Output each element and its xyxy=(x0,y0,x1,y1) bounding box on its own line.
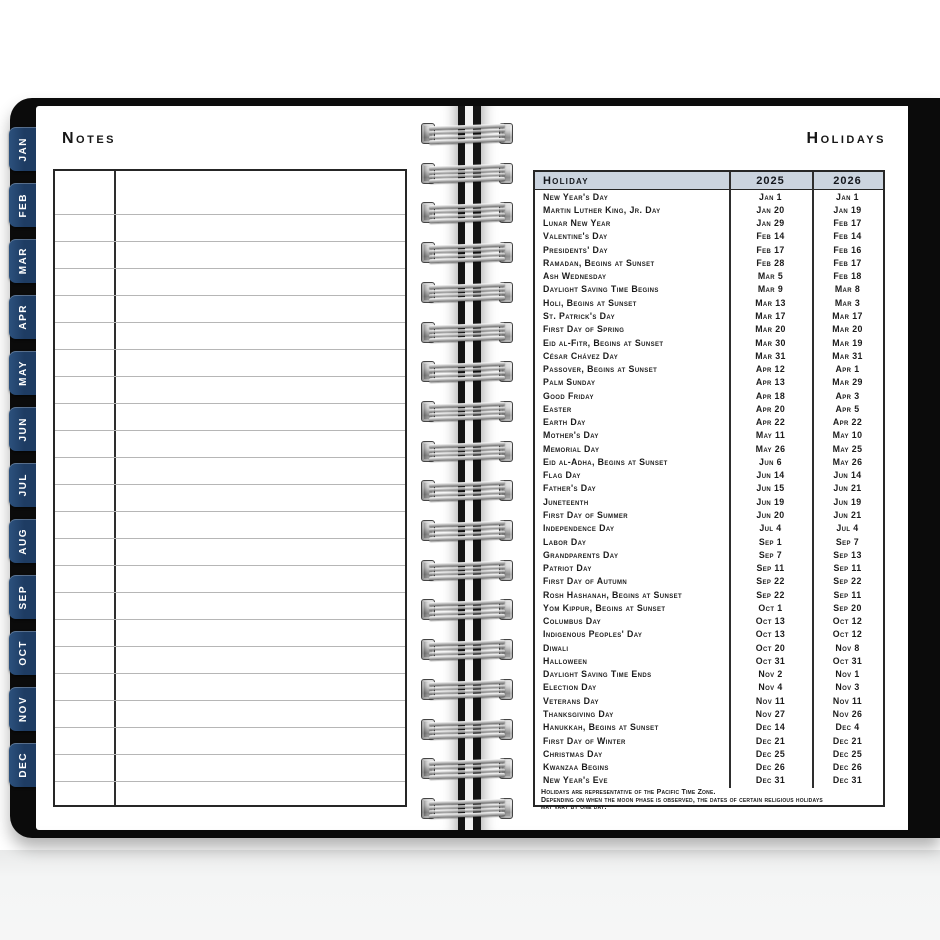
date-2026: Apr 1 xyxy=(835,364,860,375)
holiday-row xyxy=(535,362,883,375)
holiday-row xyxy=(535,522,883,535)
wire xyxy=(429,296,505,302)
wire xyxy=(429,574,505,580)
date-2025: Sep 22 xyxy=(756,576,785,587)
tab-jan xyxy=(9,127,37,171)
holiday-name: Martin Luther King, Jr. Day xyxy=(543,204,661,215)
date-2025: Apr 22 xyxy=(755,417,786,428)
tab-label: JAN xyxy=(17,136,29,162)
tab-label: FEB xyxy=(17,192,29,218)
holiday-row xyxy=(535,270,883,283)
holiday-row xyxy=(535,734,883,747)
holiday-row xyxy=(535,641,883,654)
holiday-name: Juneteenth xyxy=(543,496,589,507)
date-2026: Feb 17 xyxy=(833,218,862,229)
holiday-name: Mother's Day xyxy=(543,430,599,441)
holiday-row xyxy=(535,721,883,734)
ruled-line xyxy=(55,646,405,647)
tab-apr xyxy=(9,295,37,339)
wire-loop xyxy=(421,560,513,581)
ruled-line xyxy=(55,700,405,701)
wire-loop xyxy=(421,123,513,144)
date-2025: Oct 13 xyxy=(755,616,786,627)
holiday-row xyxy=(535,203,883,216)
date-2026: Jun 19 xyxy=(833,496,862,507)
holiday-row xyxy=(535,243,883,256)
ruled-line xyxy=(55,727,405,728)
wire-loop xyxy=(421,202,513,223)
holiday-name: St. Patrick's Day xyxy=(543,311,615,322)
holiday-row xyxy=(535,707,883,720)
holiday-name: Patriot Day xyxy=(543,563,592,574)
ruled-line xyxy=(55,349,405,350)
wire-loop xyxy=(421,639,513,660)
holiday-row xyxy=(535,615,883,628)
holiday-row xyxy=(535,561,883,574)
ruled-line xyxy=(55,619,405,620)
footnote-line: Holidays are representative of the Pacific Time Zone. xyxy=(541,789,716,796)
holiday-name: New Year's Day xyxy=(543,191,609,202)
date-2026: Jun 21 xyxy=(833,483,862,494)
holiday-name: Indigenous Peoples' Day xyxy=(543,629,643,640)
holiday-row xyxy=(535,376,883,389)
date-2025: Sep 11 xyxy=(756,563,785,574)
date-2025: Jan 1 xyxy=(759,191,782,202)
notes-column-divider xyxy=(114,171,116,805)
holiday-row xyxy=(535,296,883,309)
date-2025: Feb 17 xyxy=(756,244,785,255)
tab-label: DEC xyxy=(17,752,29,778)
holiday-name: First Day of Autumn xyxy=(543,576,628,587)
ruled-line xyxy=(55,511,405,512)
holidays-table-header xyxy=(535,172,883,190)
holiday-row xyxy=(535,508,883,521)
wire xyxy=(429,614,505,620)
date-2025: Apr 12 xyxy=(755,364,786,375)
holiday-name: Daylight Saving Time Ends xyxy=(543,669,652,680)
holiday-name: Lunar New Year xyxy=(543,218,611,229)
wire-loop xyxy=(421,441,513,462)
holiday-name: New Year's Eve xyxy=(543,775,608,786)
date-2025: Jun 14 xyxy=(756,470,785,481)
date-2026: May 25 xyxy=(832,443,863,454)
tab-label: NOV xyxy=(17,695,29,723)
holiday-name: Columbus Day xyxy=(543,616,602,627)
holiday-name: Rosh Hashanah, Begins at Sunset xyxy=(543,589,683,600)
ruled-line xyxy=(55,241,405,242)
holiday-name: Presidents' Day xyxy=(543,244,608,255)
date-2025: Jul 4 xyxy=(759,523,782,534)
holiday-name: Easter xyxy=(543,403,572,414)
date-2025: Apr 18 xyxy=(755,390,786,401)
date-2026: Jan 19 xyxy=(833,204,862,215)
ruled-line xyxy=(55,484,405,485)
tab-label: OCT xyxy=(17,640,29,666)
wire xyxy=(429,177,505,183)
header-cell-2026: 2026 xyxy=(833,174,862,187)
date-2026: Sep 22 xyxy=(833,576,862,587)
holiday-row xyxy=(535,469,883,482)
footnote-line: may vary by one day. xyxy=(541,804,607,812)
date-2025: Oct 13 xyxy=(755,629,786,640)
date-2025: Apr 13 xyxy=(755,377,786,388)
wire-loop xyxy=(421,758,513,779)
holiday-name: Independence Day xyxy=(543,523,615,534)
wire-loop xyxy=(421,163,513,184)
holiday-row xyxy=(535,654,883,667)
holiday-name: Labor Day xyxy=(543,536,587,547)
ruled-line xyxy=(55,457,405,458)
tab-feb xyxy=(9,183,37,227)
wire-loop xyxy=(421,361,513,382)
date-2026: Dec 25 xyxy=(832,748,863,759)
holiday-row xyxy=(535,482,883,495)
tab-label: JUL xyxy=(17,473,29,497)
holiday-row xyxy=(535,601,883,614)
date-2026: Mar 17 xyxy=(832,311,863,322)
date-2025: Sep 22 xyxy=(756,589,785,600)
notes-page xyxy=(36,106,465,830)
holidays-footnote xyxy=(541,789,879,812)
date-2025: Oct 1 xyxy=(758,602,783,613)
wire xyxy=(429,455,505,461)
wire xyxy=(429,812,505,818)
date-2025: Dec 21 xyxy=(755,735,786,746)
tab-label: APR xyxy=(17,304,29,330)
holiday-name: Palm Sunday xyxy=(543,377,596,388)
date-2025: Sep 1 xyxy=(758,536,783,547)
wire-loop xyxy=(421,242,513,263)
wire xyxy=(429,693,505,699)
column-divider-1 xyxy=(729,172,731,788)
holiday-name: Eid al-Fitr, Begins at Sunset xyxy=(543,337,664,348)
date-2025: Mar 9 xyxy=(757,284,784,295)
tab-sep xyxy=(9,575,37,619)
tab-dec xyxy=(9,743,37,787)
holiday-row xyxy=(535,336,883,349)
date-2026: Dec 21 xyxy=(832,735,863,746)
date-2026: Nov 26 xyxy=(832,708,863,719)
wire xyxy=(429,415,505,421)
ruled-line xyxy=(55,214,405,215)
ruled-line xyxy=(55,322,405,323)
tab-oct xyxy=(9,631,37,675)
wire-loop xyxy=(421,520,513,541)
holiday-name: Earth Day xyxy=(543,417,586,428)
ruled-line xyxy=(55,754,405,755)
notes-table xyxy=(53,169,407,807)
date-2026: Mar 19 xyxy=(832,337,863,348)
holiday-name: Hanukkah, Begins at Sunset xyxy=(543,722,659,733)
holiday-name: Father's Day xyxy=(543,483,597,494)
holidays-table xyxy=(533,170,885,812)
date-2026: Jul 4 xyxy=(836,523,859,534)
date-2025: Sep 7 xyxy=(758,549,783,560)
date-2026: Nov 11 xyxy=(832,695,863,706)
holiday-row xyxy=(535,323,883,336)
date-2025: Jun 19 xyxy=(756,496,785,507)
date-2026: Sep 20 xyxy=(833,602,862,613)
holiday-name: Election Day xyxy=(543,682,597,693)
background-floor xyxy=(0,850,940,940)
date-2025: Nov 2 xyxy=(758,669,783,680)
holiday-name: Flag Day xyxy=(543,470,581,481)
holiday-name: Ash Wednesday xyxy=(543,271,607,282)
holiday-name: Eid al-Adha, Begins at Sunset xyxy=(543,456,668,467)
date-2026: Mar 20 xyxy=(832,324,863,335)
date-2025: Mar 13 xyxy=(755,297,786,308)
holiday-name: Ramadan, Begins at Sunset xyxy=(543,257,655,268)
tab-label: MAY xyxy=(17,360,29,386)
date-2025: Apr 20 xyxy=(755,403,786,414)
holiday-name: Halloween xyxy=(543,655,588,666)
tab-nov xyxy=(9,687,37,731)
wire-loop xyxy=(421,679,513,700)
holiday-row xyxy=(535,455,883,468)
date-2026: Sep 11 xyxy=(833,589,862,600)
holiday-row xyxy=(535,442,883,455)
ruled-line xyxy=(55,268,405,269)
holiday-row xyxy=(535,283,883,296)
date-2026: Mar 29 xyxy=(832,377,863,388)
date-2026: Oct 12 xyxy=(832,629,863,640)
holiday-name: Diwali xyxy=(543,642,569,653)
holiday-row xyxy=(535,575,883,588)
tab-mar xyxy=(9,239,37,283)
holiday-name: Daylight Saving Time Begins xyxy=(543,284,659,295)
tab-label: MAR xyxy=(17,247,29,275)
wire-loop xyxy=(421,719,513,740)
date-2026: Jun 14 xyxy=(833,470,862,481)
ruled-line xyxy=(55,565,405,566)
date-2026: May 26 xyxy=(832,456,863,467)
holiday-name: Yom Kippur, Begins at Sunset xyxy=(543,602,666,613)
wire-loop xyxy=(421,798,513,819)
notes-page-title: Notes xyxy=(62,130,117,147)
holiday-name: First Day of Winter xyxy=(543,735,626,746)
ruled-line xyxy=(55,592,405,593)
holiday-rows xyxy=(535,190,883,787)
holiday-name: Passover, Begins at Sunset xyxy=(543,364,658,375)
date-2026: Dec 31 xyxy=(832,775,863,786)
holiday-row xyxy=(535,230,883,243)
holidays-page-title: Holidays xyxy=(806,130,886,147)
ruled-line xyxy=(55,430,405,431)
date-2026: Sep 13 xyxy=(833,549,862,560)
wire-loop xyxy=(421,401,513,422)
holiday-name: Good Friday xyxy=(543,390,594,401)
holiday-name: First Day of Spring xyxy=(543,324,625,335)
date-2026: Mar 3 xyxy=(834,297,861,308)
header-cell-2025: 2025 xyxy=(756,174,785,187)
date-2026: Feb 17 xyxy=(833,257,862,268)
holiday-name: Christmas Day xyxy=(543,748,603,759)
date-2026: Feb 18 xyxy=(833,271,862,282)
holiday-row xyxy=(535,694,883,707)
date-2025: Feb 28 xyxy=(756,257,785,268)
ruled-line xyxy=(55,673,405,674)
tab-may xyxy=(9,351,37,395)
tab-jul xyxy=(9,463,37,507)
holiday-name: Kwanzaa Begins xyxy=(543,762,609,773)
header-cell-holiday: Holiday xyxy=(543,174,589,187)
date-2025: Oct 20 xyxy=(755,642,786,653)
holiday-row xyxy=(535,416,883,429)
ruled-line xyxy=(55,295,405,296)
holiday-row xyxy=(535,760,883,773)
holidays-page xyxy=(473,106,908,830)
holiday-name: Thanksgiving Day xyxy=(543,708,614,719)
date-2025: Jun 15 xyxy=(756,483,785,494)
tab-label: SEP xyxy=(17,584,29,610)
date-2025: Mar 20 xyxy=(755,324,786,335)
date-2025: Mar 31 xyxy=(755,350,786,361)
date-2026: Jun 21 xyxy=(833,510,862,520)
wire xyxy=(429,336,505,342)
date-2025: May 26 xyxy=(755,443,786,454)
ruled-line xyxy=(55,538,405,539)
date-2026: Nov 1 xyxy=(835,669,860,680)
date-2026: Mar 8 xyxy=(834,284,861,295)
footnote-line: Depending on when the moon phase is observed, the dates of certain religious holidays xyxy=(541,796,823,804)
date-2025: Mar 5 xyxy=(757,271,784,282)
holiday-row xyxy=(535,774,883,787)
date-2025: Jan 29 xyxy=(756,218,785,229)
date-2026: Feb 16 xyxy=(833,244,862,255)
date-2025: Dec 26 xyxy=(755,762,786,773)
tab-jun xyxy=(9,407,37,451)
wire-loop xyxy=(421,599,513,620)
date-2025: Jun 6 xyxy=(759,456,782,467)
date-2025: Mar 17 xyxy=(755,311,786,322)
holiday-row xyxy=(535,588,883,601)
holiday-name: Grandparents Day xyxy=(543,549,619,560)
holiday-name: Holi, Begins at Sunset xyxy=(543,297,637,308)
holiday-row xyxy=(535,389,883,402)
column-divider-2 xyxy=(812,172,814,788)
date-2026: Dec 4 xyxy=(835,722,860,733)
tab-label: AUG xyxy=(17,527,29,555)
date-2026: Mar 31 xyxy=(832,350,863,361)
date-2026: Sep 7 xyxy=(835,536,860,547)
date-2025: May 11 xyxy=(755,430,786,441)
holiday-row xyxy=(535,217,883,230)
date-2026: Jan 1 xyxy=(836,191,859,202)
date-2026: Dec 26 xyxy=(832,762,863,773)
date-2026: Oct 12 xyxy=(832,616,863,627)
holiday-row xyxy=(535,668,883,681)
holiday-row xyxy=(535,747,883,760)
holiday-row xyxy=(535,402,883,415)
date-2026: Apr 5 xyxy=(835,403,860,414)
holiday-row xyxy=(535,349,883,362)
holiday-name: Memorial Day xyxy=(543,443,600,454)
date-2026: Apr 3 xyxy=(835,390,860,401)
date-2025: Nov 11 xyxy=(755,695,786,706)
wire-loop xyxy=(421,322,513,343)
date-2026: Oct 31 xyxy=(832,655,863,666)
holiday-row xyxy=(535,190,883,203)
holiday-row xyxy=(535,628,883,641)
date-2025: Feb 14 xyxy=(756,231,785,242)
wire-loop xyxy=(421,480,513,501)
holiday-row xyxy=(535,548,883,561)
date-2025: Dec 31 xyxy=(755,775,786,786)
ruled-line xyxy=(55,376,405,377)
ruled-line xyxy=(55,403,405,404)
wire xyxy=(429,217,505,223)
date-2025: Nov 27 xyxy=(755,708,786,719)
holiday-row xyxy=(535,495,883,508)
date-2025: Jan 20 xyxy=(756,204,785,215)
holiday-name: César Chávez Day xyxy=(543,350,619,361)
holiday-name: First Day of Summer xyxy=(543,510,628,520)
date-2026: Nov 3 xyxy=(835,682,860,693)
holiday-name: Veterans Day xyxy=(543,695,599,706)
ruled-line xyxy=(55,781,405,782)
date-2026: Apr 22 xyxy=(832,417,863,428)
date-2025: Nov 4 xyxy=(758,682,783,693)
holiday-row xyxy=(535,681,883,694)
date-2026: May 10 xyxy=(832,430,863,441)
date-2025: Jun 20 xyxy=(756,510,785,520)
date-2025: Oct 31 xyxy=(755,655,786,666)
wire xyxy=(429,733,505,739)
date-2026: Feb 14 xyxy=(833,231,862,242)
tab-label: JUN xyxy=(17,416,29,442)
holiday-row xyxy=(535,309,883,322)
tab-aug xyxy=(9,519,37,563)
date-2025: Dec 14 xyxy=(755,722,786,733)
date-2026: Sep 11 xyxy=(833,563,862,574)
date-2025: Dec 25 xyxy=(755,748,786,759)
date-2026: Nov 8 xyxy=(835,642,860,653)
holiday-name: Valentine's Day xyxy=(543,231,608,242)
holiday-row xyxy=(535,429,883,442)
holiday-row xyxy=(535,256,883,269)
wire-loop xyxy=(421,282,513,303)
date-2025: Mar 30 xyxy=(755,337,786,348)
holiday-row xyxy=(535,535,883,548)
